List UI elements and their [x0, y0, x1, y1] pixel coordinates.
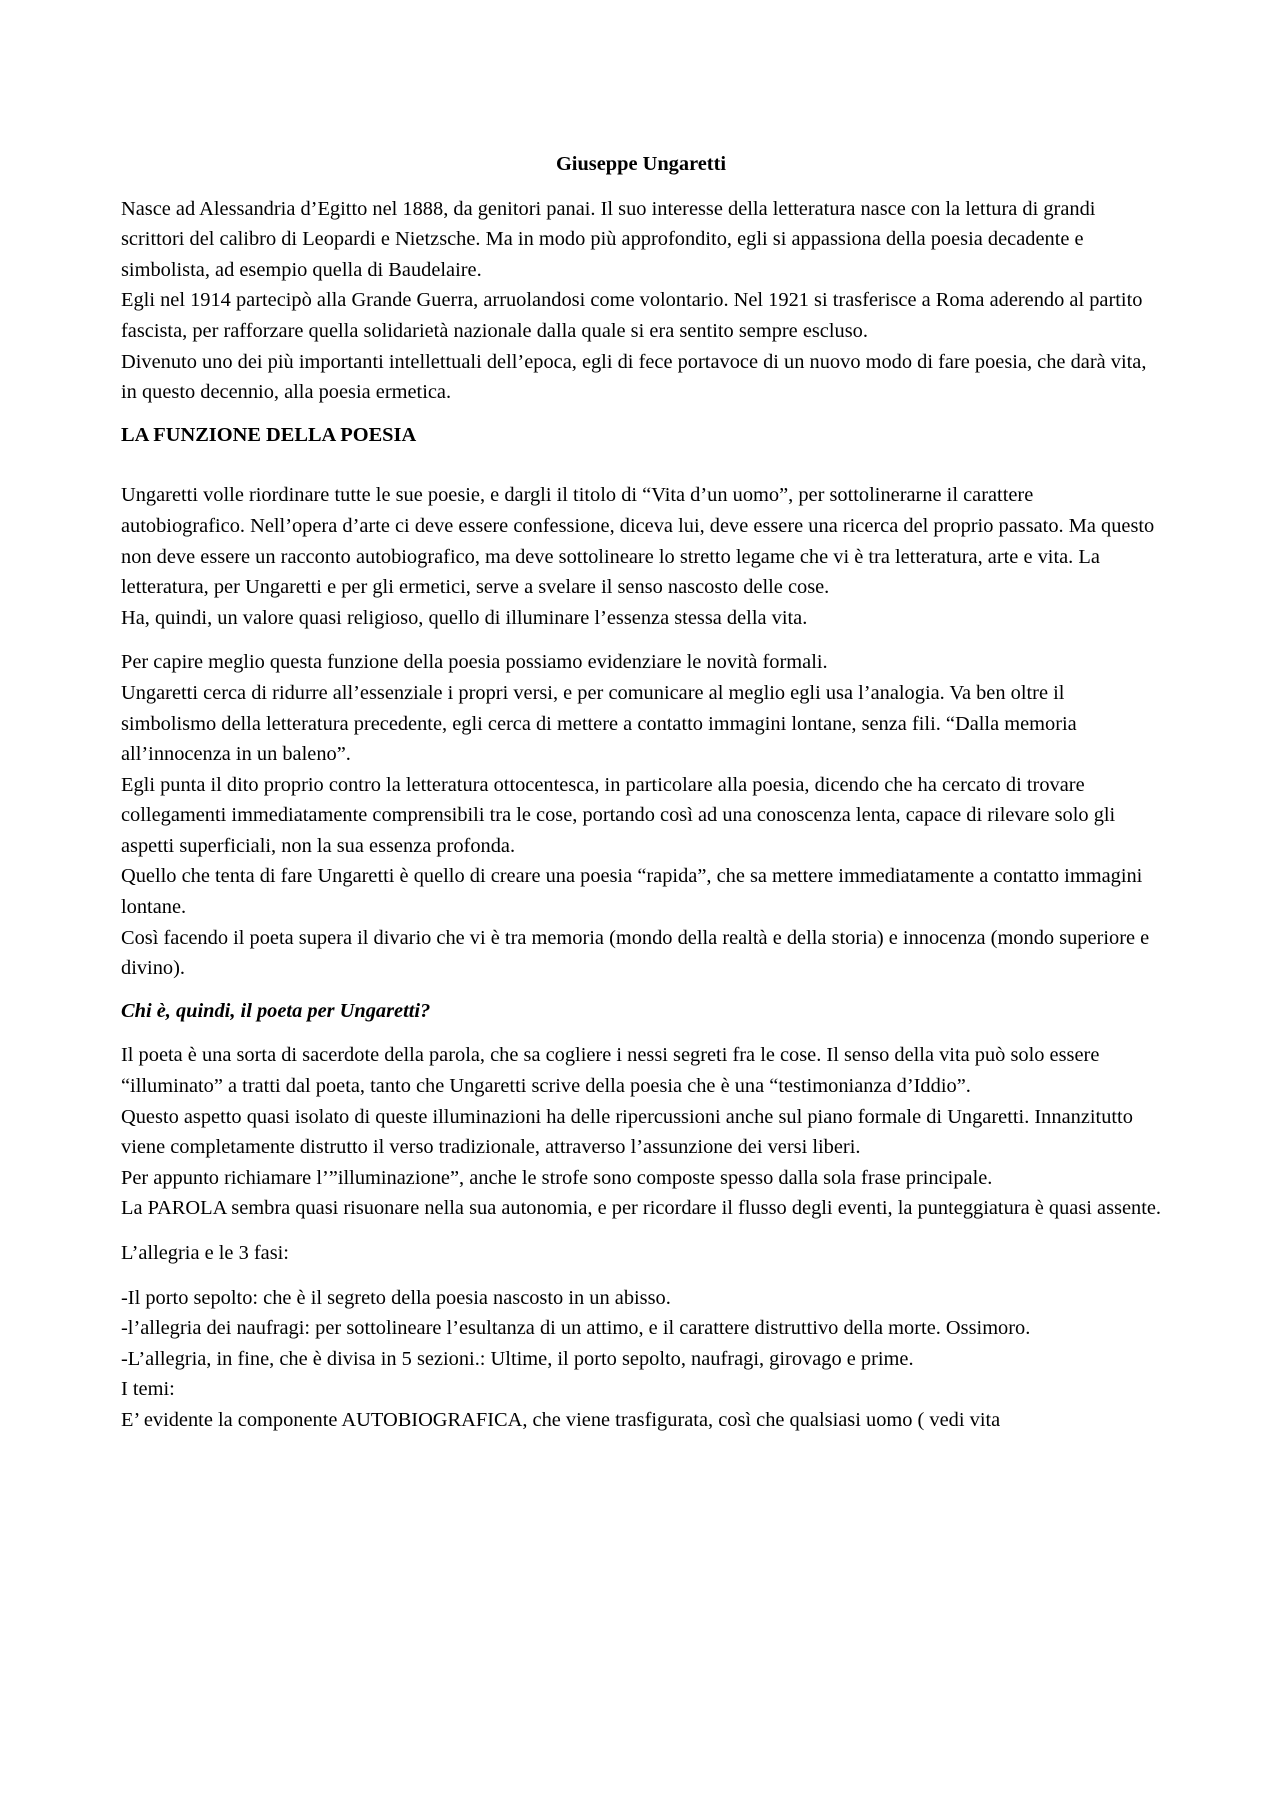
section-heading-poeta: Chi è, quindi, il poeta per Ungaretti? [121, 999, 431, 1022]
section-paragraph: Ha, quindi, un valore quasi religioso, quello di illuminare l’essenza stessa della vita. [121, 606, 808, 629]
intro-paragraph: Nasce ad Alessandria d’Egitto nel 1888, da genitori panai. Il suo interesse della letteratura nasce con la lettura di grandi scrittori del calibro di Leopardi e Nietzsche. Ma in modo più approfondito, egli si appassiona della poesia decadente e simbolista, ad esempio quella di Baudelaire. [121, 197, 1096, 281]
section-intro-allegria: L’allegria e le 3 fasi: [121, 1242, 289, 1264]
intro-paragraph: Egli nel 1914 partecipò alla Grande Guerra, arruolandosi come volontario. Nel 1921 si trasferisce a Roma aderendo al partito fascista, per rafforzare quella solidarietà nazionale dalla quale si era sentito sempre escluso. [121, 289, 1143, 342]
document-title: Giuseppe Ungaretti [555, 153, 727, 175]
section-paragraph: Il poeta è una sorta di sacerdote della parola, che sa cogliere i nessi segreti fra le cose. Il senso della vita può solo essere “illuminato” a tratti dal poeta, tanto che Ungaretti scrive della poesia che è una “testimonianza d’Iddio”. [121, 1044, 1100, 1098]
list-item: -L’allegria, in fine, che è divisa in 5 sezioni.: Ultime, il porto sepolto, naufragi, girovago e prime. [121, 1347, 914, 1370]
section-paragraph: Per capire meglio questa funzione della poesia possiamo evidenziare le novità formali. [121, 651, 828, 674]
section-paragraph: La PAROLA sembra quasi risuonare nella sua autonomia, e per ricordare il flusso degli eventi, la punteggiatura è quasi assente. [121, 1197, 1162, 1220]
spacer [121, 1269, 1161, 1283]
section-paragraph: I temi: [121, 1378, 175, 1401]
spacer [121, 984, 1161, 996]
section-paragraph: Questo aspetto quasi isolato di queste illuminazioni ha delle ripercussioni anche sul piano formale di Ungaretti. Innanzitutto viene completamente distrutto il verso tradizionale, attraverso l’assunzione dei versi liberi. [121, 1105, 1133, 1159]
section-paragraph: Ungaretti volle riordinare tutte le sue poesie, e dargli il titolo di “Vita d’un uomo”, per sottolinerarne il carattere autobiografico. Nell’opera d’arte ci deve essere confessione, diceva lui, deve essere una ricerca del proprio passato. Ma questo non deve essere un racconto autobiografico, ma deve sottolineare lo stretto legame che vi è tra letteratura, arte e vita. La letteratura, per Ungaretti e per gli ermetici, serve a svelare il senso nascosto delle cose. [121, 484, 1155, 599]
spacer [121, 1224, 1161, 1238]
section-heading-funzione: LA FUNZIONE DELLA POESIA [121, 423, 417, 446]
intro-paragraph: Divenuto uno dei più importanti intellettuali dell’epoca, egli di fece portavoce di un nuovo modo di fare poesia, che darà vita, in questo decennio, alla poesia ermetica. [121, 350, 1147, 404]
spacer [121, 408, 1161, 420]
section-paragraph: Quello che tenta di fare Ungaretti è quello di creare una poesia “rapida”, che sa mettere immediatamente a contatto immagini lontane. [121, 865, 1143, 919]
section-paragraph: Ungaretti cerca di ridurre all’essenziale i propri versi, e per comunicare al meglio egli usa l’analogia. Va ben oltre il simbolismo della letteratura precedente, egli cerca di mettere a contatto immagini lontane, senza fili. “Dalla memoria all’innocenza in un baleno”. [121, 681, 1077, 766]
section-paragraph: Egli punta il dito proprio contro la letteratura ottocentesca, in particolare alla poesia, dicendo che ha cercato di trovare collegamenti immediatamente comprensibili tra le cose, portando così ad una conoscenza lenta, capace di rilevare solo gli aspetti superficiali, non la sua essenza profonda. [121, 773, 1116, 857]
section-paragraph: Così facendo il poeta supera il divario che vi è tra memoria (mondo della realtà e della storia) e innocenza (mondo superiore e divino). [121, 926, 1150, 980]
spacer [121, 633, 1161, 647]
spacer [121, 450, 1161, 480]
list-item: -Il porto sepolto: che è il segreto della poesia nascosto in un abisso. [121, 1286, 671, 1309]
document-content [121, 149, 1161, 1436]
list-item: -l’allegria dei naufragi: per sottolineare l’esultanza di un attimo, e il carattere distruttivo della morte. Ossimoro. [121, 1317, 1031, 1340]
section-paragraph: E’ evidente la componente AUTOBIOGRAFICA, che viene trasfigurata, così che qualsiasi uomo ( vedi vita [121, 1408, 1001, 1431]
spacer [121, 1026, 1161, 1040]
section-paragraph: Per appunto richiamare l’”illuminazione”, anche le strofe sono composte spesso dalla sola frase principale. [121, 1166, 993, 1189]
